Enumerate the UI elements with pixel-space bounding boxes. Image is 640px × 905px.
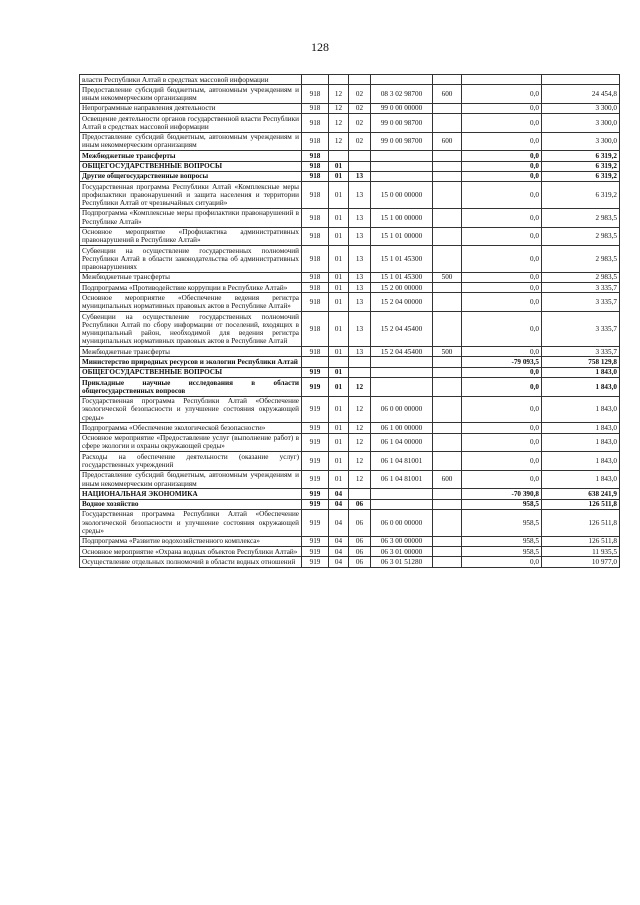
subsection-code-cell: 12 (349, 396, 371, 423)
target-article-cell: 06 0 00 00000 (371, 396, 433, 423)
row-name-cell: Основное мероприятие «Охрана водных объектов Республики Алтай» (80, 547, 302, 557)
subsection-code-cell: 13 (349, 283, 371, 293)
total-amount-cell: 3 335,7 (542, 312, 620, 347)
section-code-cell: 04 (329, 489, 349, 499)
expense-type-cell (433, 283, 462, 293)
admin-code-cell: 919 (302, 547, 329, 557)
admin-code-cell: 919 (302, 378, 329, 397)
change-amount-cell: 0,0 (462, 423, 542, 433)
section-code-cell (329, 151, 349, 161)
table-row (80, 509, 620, 536)
expense-type-cell (433, 75, 462, 85)
target-article-cell: 99 0 00 98700 (371, 132, 433, 151)
total-amount-cell: 10 977,0 (542, 557, 620, 567)
change-amount-cell: -70 390,8 (462, 489, 542, 499)
total-amount-cell: 3 335,7 (542, 283, 620, 293)
table-row (80, 246, 620, 273)
subsection-code-cell: 02 (349, 132, 371, 151)
change-amount-cell: 0,0 (462, 378, 542, 397)
subsection-code-cell: 02 (349, 85, 371, 104)
subsection-code-cell: 06 (349, 509, 371, 536)
change-amount-cell: 0,0 (462, 272, 542, 282)
row-name-cell: Основное мероприятие «Обеспечение ведения регистра муниципальных нормативных правовых актов в Республике Алтай» (80, 293, 302, 312)
row-name-cell: Расходы на обеспечение деятельности (оказание услуг) государственных учреждений (80, 452, 302, 471)
row-name-cell: ОБЩЕГОСУДАРСТВЕННЫЕ ВОПРОСЫ (80, 161, 302, 171)
total-amount-cell: 1 843,0 (542, 378, 620, 397)
expense-type-cell (433, 182, 462, 209)
expense-type-cell: 600 (433, 470, 462, 489)
target-article-cell (371, 75, 433, 85)
table-row (80, 114, 620, 133)
section-code-cell: 04 (329, 509, 349, 536)
expense-type-cell (433, 452, 462, 471)
admin-code-cell: 919 (302, 489, 329, 499)
table-row (80, 151, 620, 161)
admin-code-cell: 918 (302, 103, 329, 113)
subsection-code-cell: 12 (349, 470, 371, 489)
row-name-cell: Межбюджетные трансферты (80, 151, 302, 161)
admin-code-cell: 919 (302, 536, 329, 546)
table-body (80, 75, 620, 568)
section-code-cell: 01 (329, 246, 349, 273)
row-name-cell: Субвенции на осуществление государственных полномочий Республики Алтай по сбору информации от поселений, входящих в муниципальный район, необходимой для ведения регистра муниципальных нормативных правовых актов в Республике Алтай (80, 312, 302, 347)
expense-type-cell (433, 433, 462, 452)
subsection-code-cell: 12 (349, 423, 371, 433)
subsection-code-cell: 06 (349, 499, 371, 509)
section-code-cell: 01 (329, 312, 349, 347)
section-code-cell: 01 (329, 452, 349, 471)
row-name-cell: Подпрограмма «Комплексные меры профилактики правонарушений в Республике Алтай» (80, 208, 302, 227)
table-row (80, 161, 620, 171)
section-code-cell: 04 (329, 536, 349, 546)
row-name-cell: Государственная программа Республики Алтай «Обеспечение экологической безопасности и улучшение состояния окружающей среды» (80, 396, 302, 423)
row-name-cell: Государственная программа Республики Алтай «Обеспечение экологической безопасности и улучшение состояния окружающей среды» (80, 509, 302, 536)
row-name-cell: Субвенции на осуществление государственных полномочий Республики Алтай в области законодательства об административных правонарушениях (80, 246, 302, 273)
row-name-cell: Межбюджетные трансферты (80, 347, 302, 357)
change-amount-cell: 0,0 (462, 182, 542, 209)
total-amount-cell: 1 843,0 (542, 423, 620, 433)
section-code-cell: 01 (329, 367, 349, 377)
total-amount-cell: 126 511,8 (542, 536, 620, 546)
expense-type-cell (433, 312, 462, 347)
total-amount-cell: 24 454,8 (542, 85, 620, 104)
total-amount-cell: 2 983,5 (542, 208, 620, 227)
section-code-cell: 01 (329, 433, 349, 452)
subsection-code-cell: 12 (349, 378, 371, 397)
change-amount-cell: 958,5 (462, 536, 542, 546)
subsection-code-cell: 13 (349, 208, 371, 227)
total-amount-cell: 1 843,0 (542, 452, 620, 471)
table-row (80, 347, 620, 357)
table-row (80, 367, 620, 377)
admin-code-cell: 918 (302, 283, 329, 293)
section-code-cell: 01 (329, 347, 349, 357)
change-amount-cell: 958,5 (462, 499, 542, 509)
row-name-cell: Непрограммные направления деятельности (80, 103, 302, 113)
table-row (80, 499, 620, 509)
section-code-cell: 01 (329, 396, 349, 423)
table-row (80, 227, 620, 246)
table-row (80, 75, 620, 85)
total-amount-cell: 126 511,8 (542, 509, 620, 536)
change-amount-cell: 0,0 (462, 557, 542, 567)
total-amount-cell: 3 335,7 (542, 347, 620, 357)
section-code-cell: 01 (329, 182, 349, 209)
row-name-cell: Прикладные научные исследования в области общегосударственных вопросов (80, 378, 302, 397)
admin-code-cell: 918 (302, 132, 329, 151)
subsection-code-cell: 13 (349, 312, 371, 347)
total-amount-cell: 758 129,8 (542, 357, 620, 367)
table-row (80, 536, 620, 546)
section-code-cell: 01 (329, 227, 349, 246)
target-article-cell: 06 0 00 00000 (371, 509, 433, 536)
change-amount-cell: 0,0 (462, 114, 542, 133)
target-article-cell: 06 3 00 00000 (371, 536, 433, 546)
change-amount-cell: 0,0 (462, 227, 542, 246)
expense-type-cell (433, 489, 462, 499)
total-amount-cell: 3 300,0 (542, 103, 620, 113)
subsection-code-cell: 06 (349, 547, 371, 557)
total-amount-cell: 1 843,0 (542, 433, 620, 452)
change-amount-cell: 0,0 (462, 433, 542, 452)
expense-type-cell (433, 246, 462, 273)
change-amount-cell: 0,0 (462, 396, 542, 423)
table-row (80, 433, 620, 452)
page-number: 128 (311, 40, 329, 54)
section-code-cell (329, 357, 349, 367)
change-amount-cell: 0,0 (462, 171, 542, 181)
section-code-cell (329, 75, 349, 85)
subsection-code-cell: 06 (349, 557, 371, 567)
expense-type-cell (433, 423, 462, 433)
table-row (80, 103, 620, 113)
total-amount-cell: 1 843,0 (542, 470, 620, 489)
target-article-cell (371, 499, 433, 509)
table-row (80, 378, 620, 397)
subsection-code-cell (349, 161, 371, 171)
total-amount-cell: 6 319,2 (542, 151, 620, 161)
expense-type-cell (433, 103, 462, 113)
subsection-code-cell: 13 (349, 227, 371, 246)
subsection-code-cell: 13 (349, 182, 371, 209)
total-amount-cell: 6 319,2 (542, 182, 620, 209)
section-code-cell: 01 (329, 208, 349, 227)
change-amount-cell: 0,0 (462, 103, 542, 113)
admin-code-cell: 918 (302, 312, 329, 347)
expense-type-cell (433, 208, 462, 227)
change-amount-cell: -79 093,5 (462, 357, 542, 367)
admin-code-cell: 919 (302, 470, 329, 489)
target-article-cell: 06 1 04 00000 (371, 433, 433, 452)
subsection-code-cell: 12 (349, 433, 371, 452)
subsection-code-cell (349, 357, 371, 367)
row-name-cell: Осуществление отдельных полномочий в области водных отношений (80, 557, 302, 567)
subsection-code-cell: 12 (349, 452, 371, 471)
admin-code-cell: 918 (302, 347, 329, 357)
target-article-cell: 15 0 00 00000 (371, 182, 433, 209)
target-article-cell: 15 1 01 00000 (371, 227, 433, 246)
table-row (80, 283, 620, 293)
table-row (80, 489, 620, 499)
expense-type-cell (433, 151, 462, 161)
expense-type-cell: 600 (433, 85, 462, 104)
total-amount-cell: 1 843,0 (542, 396, 620, 423)
table-row (80, 132, 620, 151)
expense-type-cell (433, 357, 462, 367)
target-article-cell: 15 2 04 45400 (371, 347, 433, 357)
budget-table (79, 74, 620, 568)
section-code-cell: 12 (329, 85, 349, 104)
admin-code-cell: 918 (302, 114, 329, 133)
expense-type-cell (433, 161, 462, 171)
total-amount-cell: 2 983,5 (542, 227, 620, 246)
admin-code-cell: 919 (302, 433, 329, 452)
table-row (80, 272, 620, 282)
admin-code-cell (302, 357, 329, 367)
section-code-cell: 01 (329, 378, 349, 397)
expense-type-cell (433, 367, 462, 377)
admin-code-cell: 918 (302, 227, 329, 246)
change-amount-cell: 0,0 (462, 132, 542, 151)
admin-code-cell: 919 (302, 396, 329, 423)
table-row (80, 85, 620, 104)
expense-type-cell (433, 536, 462, 546)
expense-type-cell (433, 293, 462, 312)
row-name-cell: Водное хозяйство (80, 499, 302, 509)
section-code-cell: 01 (329, 283, 349, 293)
section-code-cell: 01 (329, 423, 349, 433)
target-article-cell: 08 3 02 98700 (371, 85, 433, 104)
section-code-cell: 01 (329, 161, 349, 171)
target-article-cell (371, 367, 433, 377)
section-code-cell: 01 (329, 171, 349, 181)
row-name-cell: Другие общегосударственные вопросы (80, 171, 302, 181)
section-code-cell: 12 (329, 103, 349, 113)
section-code-cell: 01 (329, 272, 349, 282)
target-article-cell: 99 0 00 00000 (371, 103, 433, 113)
change-amount-cell: 0,0 (462, 85, 542, 104)
row-name-cell: Освещение деятельности органов государственной власти Республики Алтай в средствах массовой информации (80, 114, 302, 133)
row-name-cell: НАЦИОНАЛЬНАЯ ЭКОНОМИКА (80, 489, 302, 499)
table-row (80, 423, 620, 433)
target-article-cell: 06 3 01 51280 (371, 557, 433, 567)
section-code-cell: 04 (329, 499, 349, 509)
table-row (80, 470, 620, 489)
change-amount-cell: 0,0 (462, 151, 542, 161)
admin-code-cell: 918 (302, 182, 329, 209)
subsection-code-cell: 13 (349, 347, 371, 357)
table-row (80, 171, 620, 181)
target-article-cell (371, 151, 433, 161)
expense-type-cell (433, 557, 462, 567)
target-article-cell: 15 1 01 45300 (371, 272, 433, 282)
target-article-cell (371, 378, 433, 397)
admin-code-cell: 919 (302, 423, 329, 433)
target-article-cell (371, 357, 433, 367)
subsection-code-cell (349, 367, 371, 377)
section-code-cell: 12 (329, 132, 349, 151)
change-amount-cell: 0,0 (462, 208, 542, 227)
target-article-cell (371, 161, 433, 171)
admin-code-cell: 919 (302, 509, 329, 536)
row-name-cell: Предоставление субсидий бюджетным, автономным учреждениям и иным некоммерческим организациям (80, 85, 302, 104)
subsection-code-cell (349, 489, 371, 499)
row-name-cell: Предоставление субсидий бюджетным, автономным учреждениям и иным некоммерческим организациям (80, 470, 302, 489)
table-row (80, 182, 620, 209)
row-name-cell: Министерство природных ресурсов и экологии Республики Алтай (80, 357, 302, 367)
expense-type-cell (433, 509, 462, 536)
total-amount-cell: 11 935,5 (542, 547, 620, 557)
total-amount-cell: 3 335,7 (542, 293, 620, 312)
admin-code-cell: 919 (302, 499, 329, 509)
total-amount-cell: 6 319,2 (542, 171, 620, 181)
expense-type-cell: 500 (433, 347, 462, 357)
total-amount-cell: 3 300,0 (542, 132, 620, 151)
admin-code-cell: 918 (302, 171, 329, 181)
expense-type-cell (433, 227, 462, 246)
table-row (80, 357, 620, 367)
change-amount-cell: 0,0 (462, 452, 542, 471)
target-article-cell: 06 1 04 81001 (371, 452, 433, 471)
row-name-cell: власти Республики Алтай в средствах массовой информации (80, 75, 302, 85)
change-amount-cell: 0,0 (462, 312, 542, 347)
admin-code-cell: 918 (302, 293, 329, 312)
subsection-code-cell: 13 (349, 272, 371, 282)
change-amount-cell: 0,0 (462, 367, 542, 377)
admin-code-cell (302, 75, 329, 85)
total-amount-cell: 2 983,5 (542, 246, 620, 273)
table-row (80, 293, 620, 312)
expense-type-cell (433, 114, 462, 133)
change-amount-cell: 0,0 (462, 246, 542, 273)
admin-code-cell: 918 (302, 85, 329, 104)
target-article-cell: 15 1 01 45300 (371, 246, 433, 273)
section-code-cell: 04 (329, 557, 349, 567)
row-name-cell: Подпрограмма «Противодействие коррупции в Республике Алтай» (80, 283, 302, 293)
subsection-code-cell: 13 (349, 171, 371, 181)
table-row (80, 396, 620, 423)
row-name-cell: Предоставление субсидий бюджетным, автономным учреждениям и иным некоммерческим организациям (80, 132, 302, 151)
target-article-cell (371, 489, 433, 499)
subsection-code-cell (349, 151, 371, 161)
expense-type-cell (433, 171, 462, 181)
section-code-cell: 04 (329, 547, 349, 557)
table-row (80, 557, 620, 567)
table-row (80, 547, 620, 557)
section-code-cell: 12 (329, 114, 349, 133)
admin-code-cell: 919 (302, 452, 329, 471)
row-name-cell: Подпрограмма «Обеспечение экологической безопасности» (80, 423, 302, 433)
section-code-cell: 01 (329, 293, 349, 312)
admin-code-cell: 918 (302, 161, 329, 171)
admin-code-cell: 919 (302, 367, 329, 377)
row-name-cell: Государственная программа Республики Алтай «Комплексные меры профилактики правонарушений и защита населения и территории Республики Алтай от чрезвычайных ситуаций» (80, 182, 302, 209)
subsection-code-cell: 13 (349, 246, 371, 273)
target-article-cell: 15 1 00 00000 (371, 208, 433, 227)
total-amount-cell: 1 843,0 (542, 367, 620, 377)
total-amount-cell (542, 75, 620, 85)
subsection-code-cell: 06 (349, 536, 371, 546)
admin-code-cell: 918 (302, 246, 329, 273)
admin-code-cell: 918 (302, 208, 329, 227)
table-row (80, 208, 620, 227)
subsection-code-cell (349, 75, 371, 85)
subsection-code-cell: 02 (349, 114, 371, 133)
change-amount-cell: 958,5 (462, 509, 542, 536)
row-name-cell: Основное мероприятие «Профилактика административных правонарушений в Республике Алтай» (80, 227, 302, 246)
row-name-cell: ОБЩЕГОСУДАРСТВЕННЫЕ ВОПРОСЫ (80, 367, 302, 377)
expense-type-cell (433, 499, 462, 509)
total-amount-cell: 638 241,9 (542, 489, 620, 499)
change-amount-cell: 0,0 (462, 283, 542, 293)
admin-code-cell: 918 (302, 272, 329, 282)
change-amount-cell (462, 75, 542, 85)
target-article-cell: 15 2 04 00000 (371, 293, 433, 312)
row-name-cell: Подпрограмма «Развитие водохозяйственного комплекса» (80, 536, 302, 546)
change-amount-cell: 0,0 (462, 470, 542, 489)
expense-type-cell: 600 (433, 132, 462, 151)
total-amount-cell: 126 511,8 (542, 499, 620, 509)
total-amount-cell: 2 983,5 (542, 272, 620, 282)
change-amount-cell: 0,0 (462, 161, 542, 171)
subsection-code-cell: 13 (349, 293, 371, 312)
expense-type-cell (433, 396, 462, 423)
target-article-cell: 15 2 00 00000 (371, 283, 433, 293)
table-row (80, 452, 620, 471)
admin-code-cell: 919 (302, 557, 329, 567)
row-name-cell: Межбюджетные трансферты (80, 272, 302, 282)
total-amount-cell: 3 300,0 (542, 114, 620, 133)
expense-type-cell: 500 (433, 272, 462, 282)
target-article-cell (371, 171, 433, 181)
total-amount-cell: 6 319,2 (542, 161, 620, 171)
target-article-cell: 06 1 04 81001 (371, 470, 433, 489)
expense-type-cell (433, 378, 462, 397)
row-name-cell: Основное мероприятие «Предоставление услуг (выполнение работ) в сфере экологии и охраны окружающей среды» (80, 433, 302, 452)
target-article-cell: 15 2 04 45400 (371, 312, 433, 347)
change-amount-cell: 0,0 (462, 293, 542, 312)
expense-type-cell (433, 547, 462, 557)
table-row (80, 312, 620, 347)
change-amount-cell: 0,0 (462, 347, 542, 357)
section-code-cell: 01 (329, 470, 349, 489)
target-article-cell: 06 3 01 00000 (371, 547, 433, 557)
change-amount-cell: 958,5 (462, 547, 542, 557)
admin-code-cell: 918 (302, 151, 329, 161)
subsection-code-cell: 02 (349, 103, 371, 113)
target-article-cell: 99 0 00 98700 (371, 114, 433, 133)
target-article-cell: 06 1 00 00000 (371, 423, 433, 433)
